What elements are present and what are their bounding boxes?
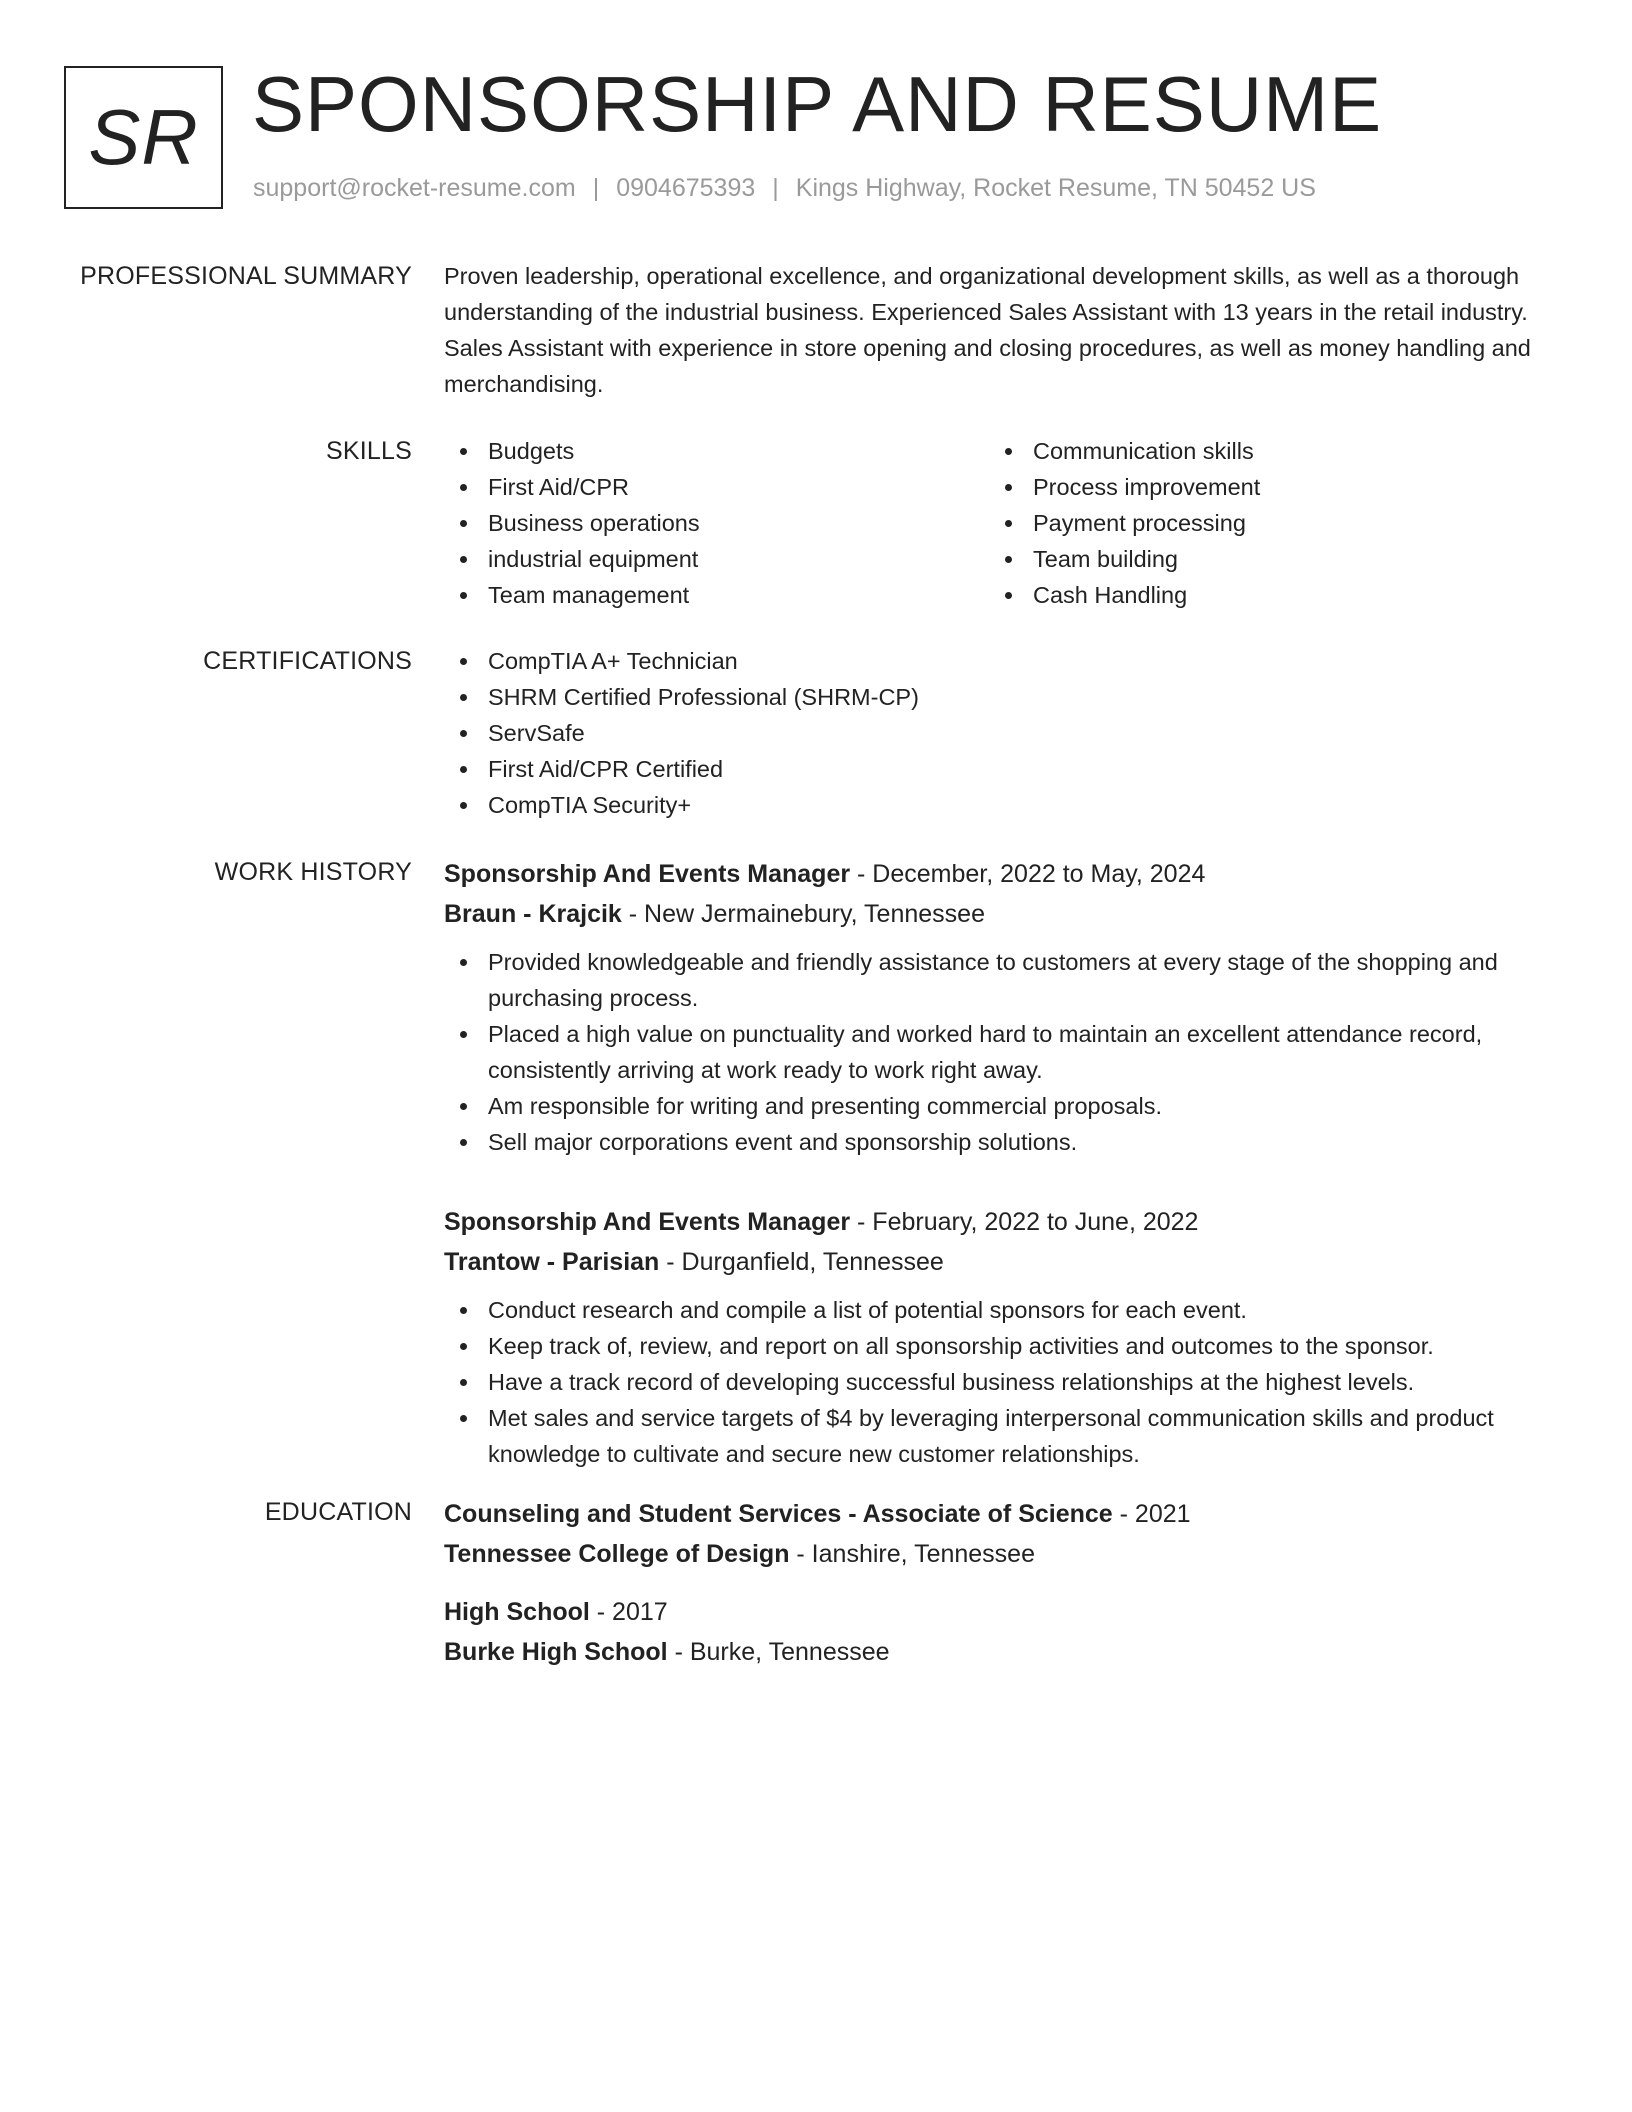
- job-company: Trantow - Parisian: [444, 1248, 660, 1276]
- skill-item: Team management: [444, 577, 989, 613]
- job-dates: - December, 2022 to May, 2024: [850, 860, 1206, 888]
- job-title: Sponsorship And Events Manager: [444, 860, 851, 888]
- skill-item: Payment processing: [989, 505, 1534, 541]
- job-location: - Durganfield, Tennessee: [659, 1248, 944, 1276]
- skill-item: industrial equipment: [444, 541, 989, 577]
- job-dates: - February, 2022 to June, 2022: [850, 1208, 1199, 1236]
- degree-year: - 2021: [1112, 1500, 1191, 1528]
- job-bullets: [444, 1292, 1556, 1472]
- education-entry: [444, 1592, 1556, 1672]
- degree: Counseling and Student Services - Associate of Science: [444, 1500, 1113, 1528]
- job-bullet: Sell major corporations event and sponsorship solutions.: [444, 1124, 1556, 1160]
- job-bullet: Conduct research and compile a list of potential sponsors for each event.: [444, 1292, 1556, 1328]
- education-entry: [444, 1494, 1556, 1574]
- skills-list-right: [989, 433, 1534, 613]
- skill-item: Communication skills: [989, 433, 1534, 469]
- school-name: Tennessee College of Design: [444, 1540, 790, 1568]
- school-location: - Burke, Tennessee: [667, 1638, 890, 1666]
- job-title-line: [444, 854, 1556, 894]
- education-label: EDUCATION: [264, 1498, 412, 1526]
- job-company: Braun - Krajcik: [444, 900, 622, 928]
- school-name: Burke High School: [444, 1638, 668, 1666]
- contact-email: support@rocket-resume.com: [253, 174, 576, 202]
- work-history-content: [444, 854, 1556, 1472]
- degree: High School: [444, 1598, 590, 1626]
- certifications-content: [444, 643, 1556, 823]
- job-title: Sponsorship And Events Manager: [444, 1208, 851, 1236]
- education-content: [444, 1494, 1556, 1672]
- degree-line: [444, 1592, 1556, 1632]
- degree-year: - 2017: [589, 1598, 668, 1626]
- skill-item: Business operations: [444, 505, 989, 541]
- skill-item: Budgets: [444, 433, 989, 469]
- certifications-list: [444, 643, 1556, 823]
- job-bullet: Met sales and service targets of $4 by leveraging interpersonal communication skills and product knowledge to cultivate and secure new customer relationships.: [444, 1400, 1556, 1472]
- contact-address: Kings Highway, Rocket Resume, TN 50452 US: [795, 174, 1316, 202]
- summary-label: PROFESSIONAL SUMMARY: [80, 262, 412, 290]
- job-entry: [444, 1202, 1556, 1472]
- initials-text: SR: [88, 93, 199, 181]
- job-bullet: Placed a high value on punctuality and worked hard to maintain an excellent attendance record, consistently arriving at work ready to work right away.: [444, 1016, 1556, 1088]
- contact-line: [253, 174, 1316, 203]
- job-bullets: [444, 944, 1556, 1160]
- job-bullet: Keep track of, review, and report on all sponsorship activities and outcomes to the sponsor.: [444, 1328, 1556, 1364]
- certification-item: CompTIA A+ Technician: [444, 643, 1556, 679]
- work-history-label: WORK HISTORY: [214, 858, 412, 886]
- school-line: [444, 1534, 1556, 1574]
- certification-item: CompTIA Security+: [444, 787, 1556, 823]
- resume-name: SPONSORSHIP AND RESUME: [252, 60, 1383, 148]
- certification-item: SHRM Certified Professional (SHRM-CP): [444, 679, 1556, 715]
- skill-item: Team building: [989, 541, 1534, 577]
- degree-line: [444, 1494, 1556, 1534]
- skill-item: First Aid/CPR: [444, 469, 989, 505]
- job-bullet: Have a track record of developing successful business relationships at the highest levels.: [444, 1364, 1556, 1400]
- contact-separator: |: [592, 174, 600, 202]
- school-location: - Ianshire, Tennessee: [789, 1540, 1035, 1568]
- skills-label: SKILLS: [326, 437, 412, 465]
- skills-list-left: [444, 433, 989, 613]
- contact-separator: |: [772, 174, 779, 202]
- skill-item: Cash Handling: [989, 577, 1534, 613]
- school-line: [444, 1632, 1556, 1672]
- initials-monogram: [64, 66, 223, 209]
- job-company-line: [444, 1242, 1556, 1282]
- summary-text: Proven leadership, operational excellence, and organizational development skills, as well as a thorough understanding of the industrial business. Experienced Sales Assistant with 13 years in the retail industry. Sales Assistant with experience in store opening and closing procedures, as well as money handling and merchandising.: [444, 263, 1531, 397]
- skills-columns: [444, 433, 1556, 613]
- certifications-label: CERTIFICATIONS: [203, 647, 412, 675]
- job-location: - New Jermainebury, Tennessee: [621, 900, 985, 928]
- contact-phone: 0904675393: [616, 174, 756, 202]
- job-bullet: Am responsible for writing and presenting commercial proposals.: [444, 1088, 1556, 1124]
- job-company-line: [444, 894, 1556, 934]
- certification-item: First Aid/CPR Certified: [444, 751, 1556, 787]
- job-title-line: [444, 1202, 1556, 1242]
- skill-item: Process improvement: [989, 469, 1534, 505]
- job-entry: [444, 854, 1556, 1160]
- job-bullet: Provided knowledgeable and friendly assistance to customers at every stage of the shopping and purchasing process.: [444, 944, 1556, 1016]
- certification-item: ServSafe: [444, 715, 1556, 751]
